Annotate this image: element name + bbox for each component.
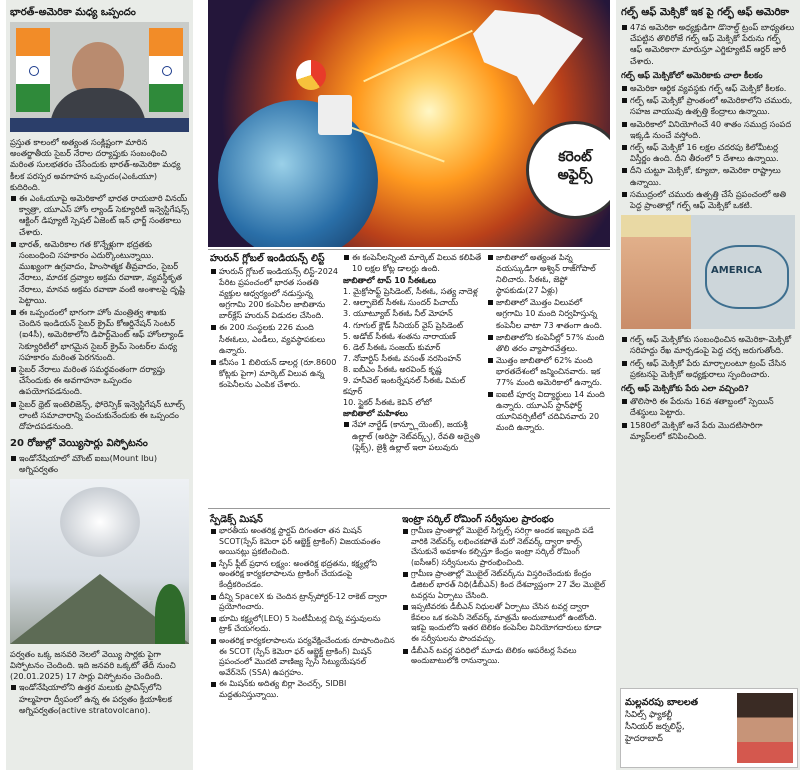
ceo-item: 3. యూట్యూబ్ సీఈఓ నీల్ మోహన్ <box>343 309 453 319</box>
list-item: అమెరికాలో వినియోగించే 40 శాతం సముద్ర సంపద ఇక్కడి నుంచే వస్తోంది. <box>621 119 795 141</box>
list-item: స్పేస్ ఫ్లీట్ ప్రధాన లక్ష్యం: అంతరిక్ష భద్రతను, కక్ష్యల్లోని అంతరిక్ష కార్యకలాపాలను ట్రాకింగ్ చేయడంపై కేంద్రీకరించడం. <box>210 559 395 591</box>
author-box <box>620 688 798 768</box>
list-item: దీని చుట్టూ మెక్సికో, క్యూబా, అమెరికా రాష్ట్రాలు ఉన్నాయి. <box>621 165 795 187</box>
list-item: జాబితాలో మొత్తం విలువలో అగ్రగామి 10 మంది నిర్వహిస్తున్న కంపెనీల వాటా 73 శాతంగా ఉంది. <box>487 297 609 330</box>
palm-tree-shape <box>155 584 185 644</box>
list-item: డీబీఎన్ టవర్ల పరిధిలో మూడు టెలికం ఆపరేటర్ల సేవలు అందుబాటులోకి రానున్నాయి. <box>402 646 608 667</box>
list-item: సముద్రంలో చమురు ఉత్పత్తి చేసే ప్రపంచంలో అతి పెద్ద ప్రాంతాల్లో గల్ఫ్ ఆఫ్ మెక్సికో ఒకటి. <box>621 189 795 211</box>
author-role2: సీనియర్ జర్నలిస్ట్, <box>625 722 685 732</box>
hair-shape <box>621 215 691 237</box>
list-item: భారత్, అమెరికాల గత కొన్నేళ్లుగా భద్రతకు సంబంధించి సహకారం ఎదుర్కొంటున్నాయి. ముఖ్యంగా ఉగ్రవాదం, హింసాత్మక తీవ్రవాదం, సైబర్ నేరాలు, మాదక ద్రవ్యాల అక్రమ రవాణా, వ్యవస్థీకృత నేరాలు, మానవ అక్రమ రవాణా వంటి అంశాలపై దృష్టి పెట్టాయి. <box>10 239 189 306</box>
india-flag-icon-right <box>149 28 183 112</box>
roaming-body <box>402 526 608 668</box>
list-item: దీన్ని SpaceX కు చెందిన ట్రాన్స్‌పోర్టర్-12 రాకెట్ ద్వారా ప్రయోగించారు. <box>210 592 395 613</box>
calculator-icon <box>318 95 352 135</box>
list-item: నేహా నార్ఖేడ్ (కాన్ఫ్లూయెంట్), జయశ్రీ ఉల్లాల్ (అరిస్టా నెట్‌వర్క్స్), రేవతి అద్వైతి (ఫ్లెక్స్), జైశ్రీ ఉల్లాల్ ఇలా పలువురు <box>343 419 483 452</box>
volcano-photo <box>10 479 189 644</box>
list-item: ఇప్పటివరకు డీబీఎన్ నిధులతో ఏర్పాటు చేసిన టవర్ల ద్వారా కేవలం ఒక కంపెనీ నెట్‌వర్క్ మాత్రమే అందుబాటులో ఉంటోంది. ఇకపై ఇందులోని ఇతర టెలికం కంపెనీల వినియోగదారులు కూడా ఈ సర్వీసులను పొందవచ్చు. <box>402 602 608 644</box>
list-item: సైబర్ థ్రెట్ ఇంటెలిజెన్స్, ఫోరెన్సిక్ ఇన్వెస్టిగేషన్ టూల్స్ లాంటి సమాచారాన్ని పంచుకునేందుకు ఈ ఒప్పందం దోహదపడనుంది. <box>10 399 189 433</box>
hurun-col1 <box>210 266 338 391</box>
author-photo <box>737 693 793 763</box>
list-item: 1580లో మెక్సికో అనే పేరు మొదటిసారిగా మ్యాప్‌లలో కనిపించింది. <box>621 420 795 442</box>
list-item: 47వ అమెరికా అధ్యక్షుడిగా డొనాల్డ్ ట్రంప్ బాధ్యతలు చేపట్టిన తొలిరోజే గల్ఫ్ ఆఫ్ మెక్సికో పేరును గల్ఫ్ ఆఫ్ అమెరికాగా మారుస్తూ ఎగ్జిక్యూటివ్ ఆర్డర్ జారీ చేశారు. <box>621 22 795 67</box>
list-item: ఈ 200 సంస్థలకు 226 మంది సీఈఓలు, ఎండీలు, వ్యవస్థాపకులు ఉన్నారు. <box>210 322 338 355</box>
map-label: AMERICA <box>711 265 763 277</box>
list-item: ఈ మిషన్‌కు అదిత్య బిర్లా వెంచర్స్, SIDBI మద్దతునిస్తున్నాయి. <box>210 679 395 700</box>
current-affairs-poster <box>208 0 610 247</box>
list-item: మొత్తం జాబితాలో 62% మంది భారతదేశంలో జన్మించినవారు. ఇక 77% మంది అమెరికాలో ఉన్నారు. <box>487 355 609 388</box>
ash-cloud-shape <box>60 487 140 557</box>
list-item: గ్రామీణ ప్రాంతాల్లో మొబైల్ నెట్‌వర్క్‌ను విస్తరించేందుకు కేంద్రం డిజిటల్ భారత్ నిధి(డీబీఎన్) కింద దేశవ్యాప్తంగా 27 వేల మొబైల్ టవర్లను ఏర్పాటు చేసింది. <box>402 569 608 601</box>
top-ceo-heading: జాబితాలో టాప్ 10 సీఈఓలు <box>343 276 437 286</box>
list-item: భారతీయ అంతరిక్ష స్టార్టప్ దిగంతరా తన మిషన్ SCOT(స్పేస్ కెమెరా ఫర్ ఆబ్జెక్ట్ ట్రాకింగ్) విజయవంతం అయినట్లు ప్రకటించింది. <box>210 526 395 558</box>
list-item: గ్రామీణ ప్రాంతాల్లో మొబైల్ సిగ్నల్స్ సరిగ్గా అందక ఇబ్బంది పడే వారికి నెట్‌వర్క్ లభించకపోతే మరో నెట్‌వర్క్ ద్వారా కాల్స్ చేసుకునే అవకాశం కల్పిస్తూ కేంద్రం ఇంట్రా సర్కిల్ రోమింగ్ (ఐసీఆర్) సర్వీసులను ప్రారంభించింది. <box>402 526 608 568</box>
author-city: హైదరాబాద్ <box>625 734 663 744</box>
left-column <box>6 0 193 770</box>
hurun-heading: హురున్ గ్లోబల్ ఇండియన్స్ లిస్ట్ <box>210 253 325 264</box>
author-name: మల్లవరపు బాలలత <box>625 697 699 708</box>
list-item: అంతరిక్ష కార్యకలాపాలను పర్యవేక్షించేందుకు రూపొందించిన ఈ SCOT (స్పేస్ కెమెరా ఫర్ ఆబ్జెక్ట్ ట్రాకింగ్) మిషన్ ప్రపంచంలో మొదటి వాణిజ్య స్పేస్ సిట్యుయేషనల్ అవేర్‌నెస్ (SSA) ఉపగ్రహం. <box>210 636 395 678</box>
ceo-item: 5. అడోబ్ సీఈఓ శంతను నారాయణ్ <box>343 331 456 341</box>
list-item: అమెరికా ఆర్థిక వ్యవస్థకు గల్ఫ్ ఆఫ్ మెక్సికో కీలకం. <box>621 83 795 94</box>
roaming-heading: ఇంట్రా సర్కిల్ రోమింగ్ సర్వీసుల ప్రారంభం <box>402 514 554 525</box>
ceo-item: 10. స్టైకర్ సీఈఓ కెవిన్ లోబో <box>343 398 432 408</box>
list-item: ఈ కంపెనీలన్నింటి మార్కెట్ విలువ కలిపితే 10 లక్షల కోట్ల డాలర్లు ఉంది. <box>343 252 483 274</box>
space-body <box>210 526 395 702</box>
india-flag-icon <box>16 28 50 112</box>
volcano-heading: 20 రోజుల్లో వెయ్యిసార్లు విస్ఫోటనం <box>10 438 148 450</box>
list-item: గల్ఫ్ ఆఫ్ మెక్సికోకు సంబంధించిన అమెరికా-మెక్సికో సరిహద్దు రేఖ మార్చడంపై పెద్ద చర్చ జరుగుతోంది. <box>621 334 795 356</box>
current-affairs-badge: కరెంట్ అఫైర్స్ <box>526 121 610 219</box>
list-item: ఈ ఒప్పందంలో భాగంగా హోం మంత్రిత్వ శాఖకు చెందిన ఇండియన్ సైబర్ క్రైమ్ కోఆర్డినేషన్ సెంటర్ (ఐ4సీ), అమెరికాలోని డిపార్ట్‌మెంట్ ఆఫ్ హోంల్యాండ్ సెక్యూరిటీలో భాగమైన సైబర్ క్రైమ్ సెంటర్‌ల మధ్య సహకారం మరింత పెరగనుంది. <box>10 307 189 363</box>
india-us-intro: ప్రస్తుత కాలంలో అత్యంత సంక్లిష్టంగా మారిన అంతర్జాతీయ సైబర్ నేరాల దర్యాప్తుకు సంబంధించి మరింత సులభతరం చేసేందుకు భారత్-అమెరికా మధ్య కీలక పరస్పర అవగాహన ఒప్పందం(ఎంఓయూ) కుదిరింది. <box>10 137 181 192</box>
list-item: సైబర్ నేరాలు మరింత సమర్థవంతంగా దర్యాప్తు చేసేందుకు ఈ అవగాహనా ఒప్పందం ఉపయోగపడనుంది. <box>10 364 189 398</box>
list-item: గల్ఫ్ ఆఫ్ మెక్సికో 16 లక్షల చదరపు కిలోమీటర్ల విస్తీర్ణం ఉంది. దీని తీరంలో 5 దేశాలు ఉన్నాయి. <box>621 142 795 164</box>
list-item: ఇండోనేషియాలోని ఉత్తర మలుకు ప్రావిన్స్‌లోని హల్మహెరా ద్వీపంలో ఉన్న ఈ పర్వతం క్రియాశీలక అగ్నిపర్వతం(active stratovolcano). <box>10 682 189 716</box>
right-column <box>616 0 800 770</box>
ceo-item: 2. ఆల్ఫాబెట్ సీఈఓ సుందర్ పిచాయ్ <box>343 298 459 308</box>
list-item: ఈ ఎంఓయూపై అమెరికాలో భారత రాయబారి వినయ్ క్వాత్రా, యూఎస్ హోం ల్యాండ్ సెక్యూరిటీ ఇన్వెస్టిగేషన్స్ ఆక్టింగ్ డిప్యూటీ స్పెషల్ ఏజెంట్ ఇన్ ఛార్జ్ సంతకాలు చేశారు. <box>10 193 189 238</box>
gulf-name-heading: గల్ఫ్ ఆఫ్ మెక్సికోకు పేరు ఎలా వచ్చింది? <box>621 383 749 394</box>
hurun-col2 <box>343 252 483 454</box>
list-item: తొలిసారి ఈ పేరును 16వ శతాబ్దంలో స్పెయిన్ దేశస్థులు పెట్టారు. <box>621 396 795 418</box>
india-us-bullets <box>10 193 189 432</box>
list-item: హురున్ గ్లోబల్ ఇండియన్స్ లిస్ట్-2024 పేరిట ప్రపంచంలో భారత సంతతి వ్యక్తుల ఆధ్వర్యంలో నడుస్తున్న అగ్రగామి 200 కంపెనీల జాబితాను బార్‌క్లేస్ హురున్ విడుదల చేసింది. <box>210 266 338 321</box>
pie-chart-icon <box>296 60 326 90</box>
list-item: కనీసం 1 బిలియన్ డాలర్ల (రూ.8600 కోట్లకు పైగా) మార్కెట్ విలువ ఉన్న కంపెనీలను ఎంపిక చేశారు. <box>210 357 338 390</box>
gulf-map-shape <box>705 245 789 309</box>
ceo-item: 7. నోవార్టిస్ సీఈఓ వసంత్ నరసింహన్ <box>343 353 462 363</box>
ceo-item: 6. డెల్ సీఈఓ సంజయ్ కుమార్ <box>343 342 441 352</box>
list-item: ఇండోనేషియాలో మౌంట్ ఐబు(Mount Ibu) అగ్నిపర్వతం <box>10 453 189 475</box>
ceo-item: 9. హనీవెల్ ఇంటర్నేషనల్ సీఈఓ విమల్ కపూర్ <box>343 376 466 397</box>
list-item: జాబితాలోని కంపెనీల్లో 57% మంది తొలి తరం వ్యాపారవేత్తలు. <box>487 332 609 354</box>
gulf-heading: గల్ఫ్ ఆఫ్ మెక్సికో ఇక పై గల్ఫ్ ఆఫ్ అమెరికా <box>621 7 790 18</box>
volcano-text: పర్వతం ఒక్క జనవరి నెలలో వెయ్యి సార్లకు పైగా విస్ఫోటనం చెందింది. ఇది జనవరి ఒక్కటో తేదీ నుంచి (20.01.2025) 17 సార్లు విస్ఫోటనం చెందింది. <box>10 648 176 682</box>
desk-shape <box>10 118 189 132</box>
list-item: భూమి కక్ష్యలో(LEO) 5 సెంటీమీటర్ల చిన్న వస్తువులను ట్రాక్ చేయగలదు. <box>210 614 395 635</box>
list-item: ఐఐటీ పూర్వ విద్యార్థులు 14 మంది ఉన్నారు. యూఎస్ స్టాన్‌ఫోర్డ్ యూనివర్సిటీలో చదివినవారు 20 మంది ఉన్నారు. <box>487 389 609 433</box>
trump-map-photo <box>621 215 795 329</box>
india-us-heading: భారత్-అమెరికా మధ్య ఒప్పందం <box>10 7 136 18</box>
ceo-item: 1. మైక్రోసాఫ్ట్ ప్రెసిడెంట్, సీఈఓ, సత్య నాదెళ్ల <box>343 287 478 297</box>
list-item: గల్ఫ్ ఆఫ్ మెక్సికో పేరు మార్చాలంటూ ట్రంప్ చేసిన ప్రకటనపై మెక్సికో అధ్యక్షురాలు స్పందించారు. <box>621 358 795 380</box>
india-map-shape <box>473 10 583 105</box>
list-item: జాబితాలో అత్యంత పిన్న వయస్కుడిగా అశ్విన్ రాజ్‌గోపాల్ నిలిచారు. సీఈఓ, జెప్టో స్థాపకుడు(27 ఏళ్లు) <box>487 252 609 296</box>
ambassador-photo <box>10 22 189 132</box>
hurun-col3 <box>487 252 609 435</box>
ceo-item: 4. గూగుల్ క్లౌడ్ సీనియర్ వైస్ ప్రెసిడెంట్ <box>343 320 464 330</box>
globe-shape <box>218 100 378 247</box>
author-role: సివిల్స్ ఫ్యాకల్టీ <box>625 710 673 720</box>
list-item: గల్ఫ్ ఆఫ్ మెక్సికో ప్రాంతంలో అమెరికాలోని చమురు, సహజ వాయువు ఉత్పత్తి కేంద్రాలు ఉన్నాయి. <box>621 95 795 117</box>
ceo-item: 8. ఐబీఎం సీఈఓ అరవింద్ కృష్ణ <box>343 364 442 374</box>
gulf-subheading: గల్ఫ్ ఆఫ్ మెక్సికోలో అమెరికాకు చాలా కీలకం <box>621 69 763 80</box>
women-heading: జాబితాలో మహిళలు <box>343 409 408 419</box>
space-heading: స్పేడెక్స్ మిషన్ <box>210 514 263 525</box>
